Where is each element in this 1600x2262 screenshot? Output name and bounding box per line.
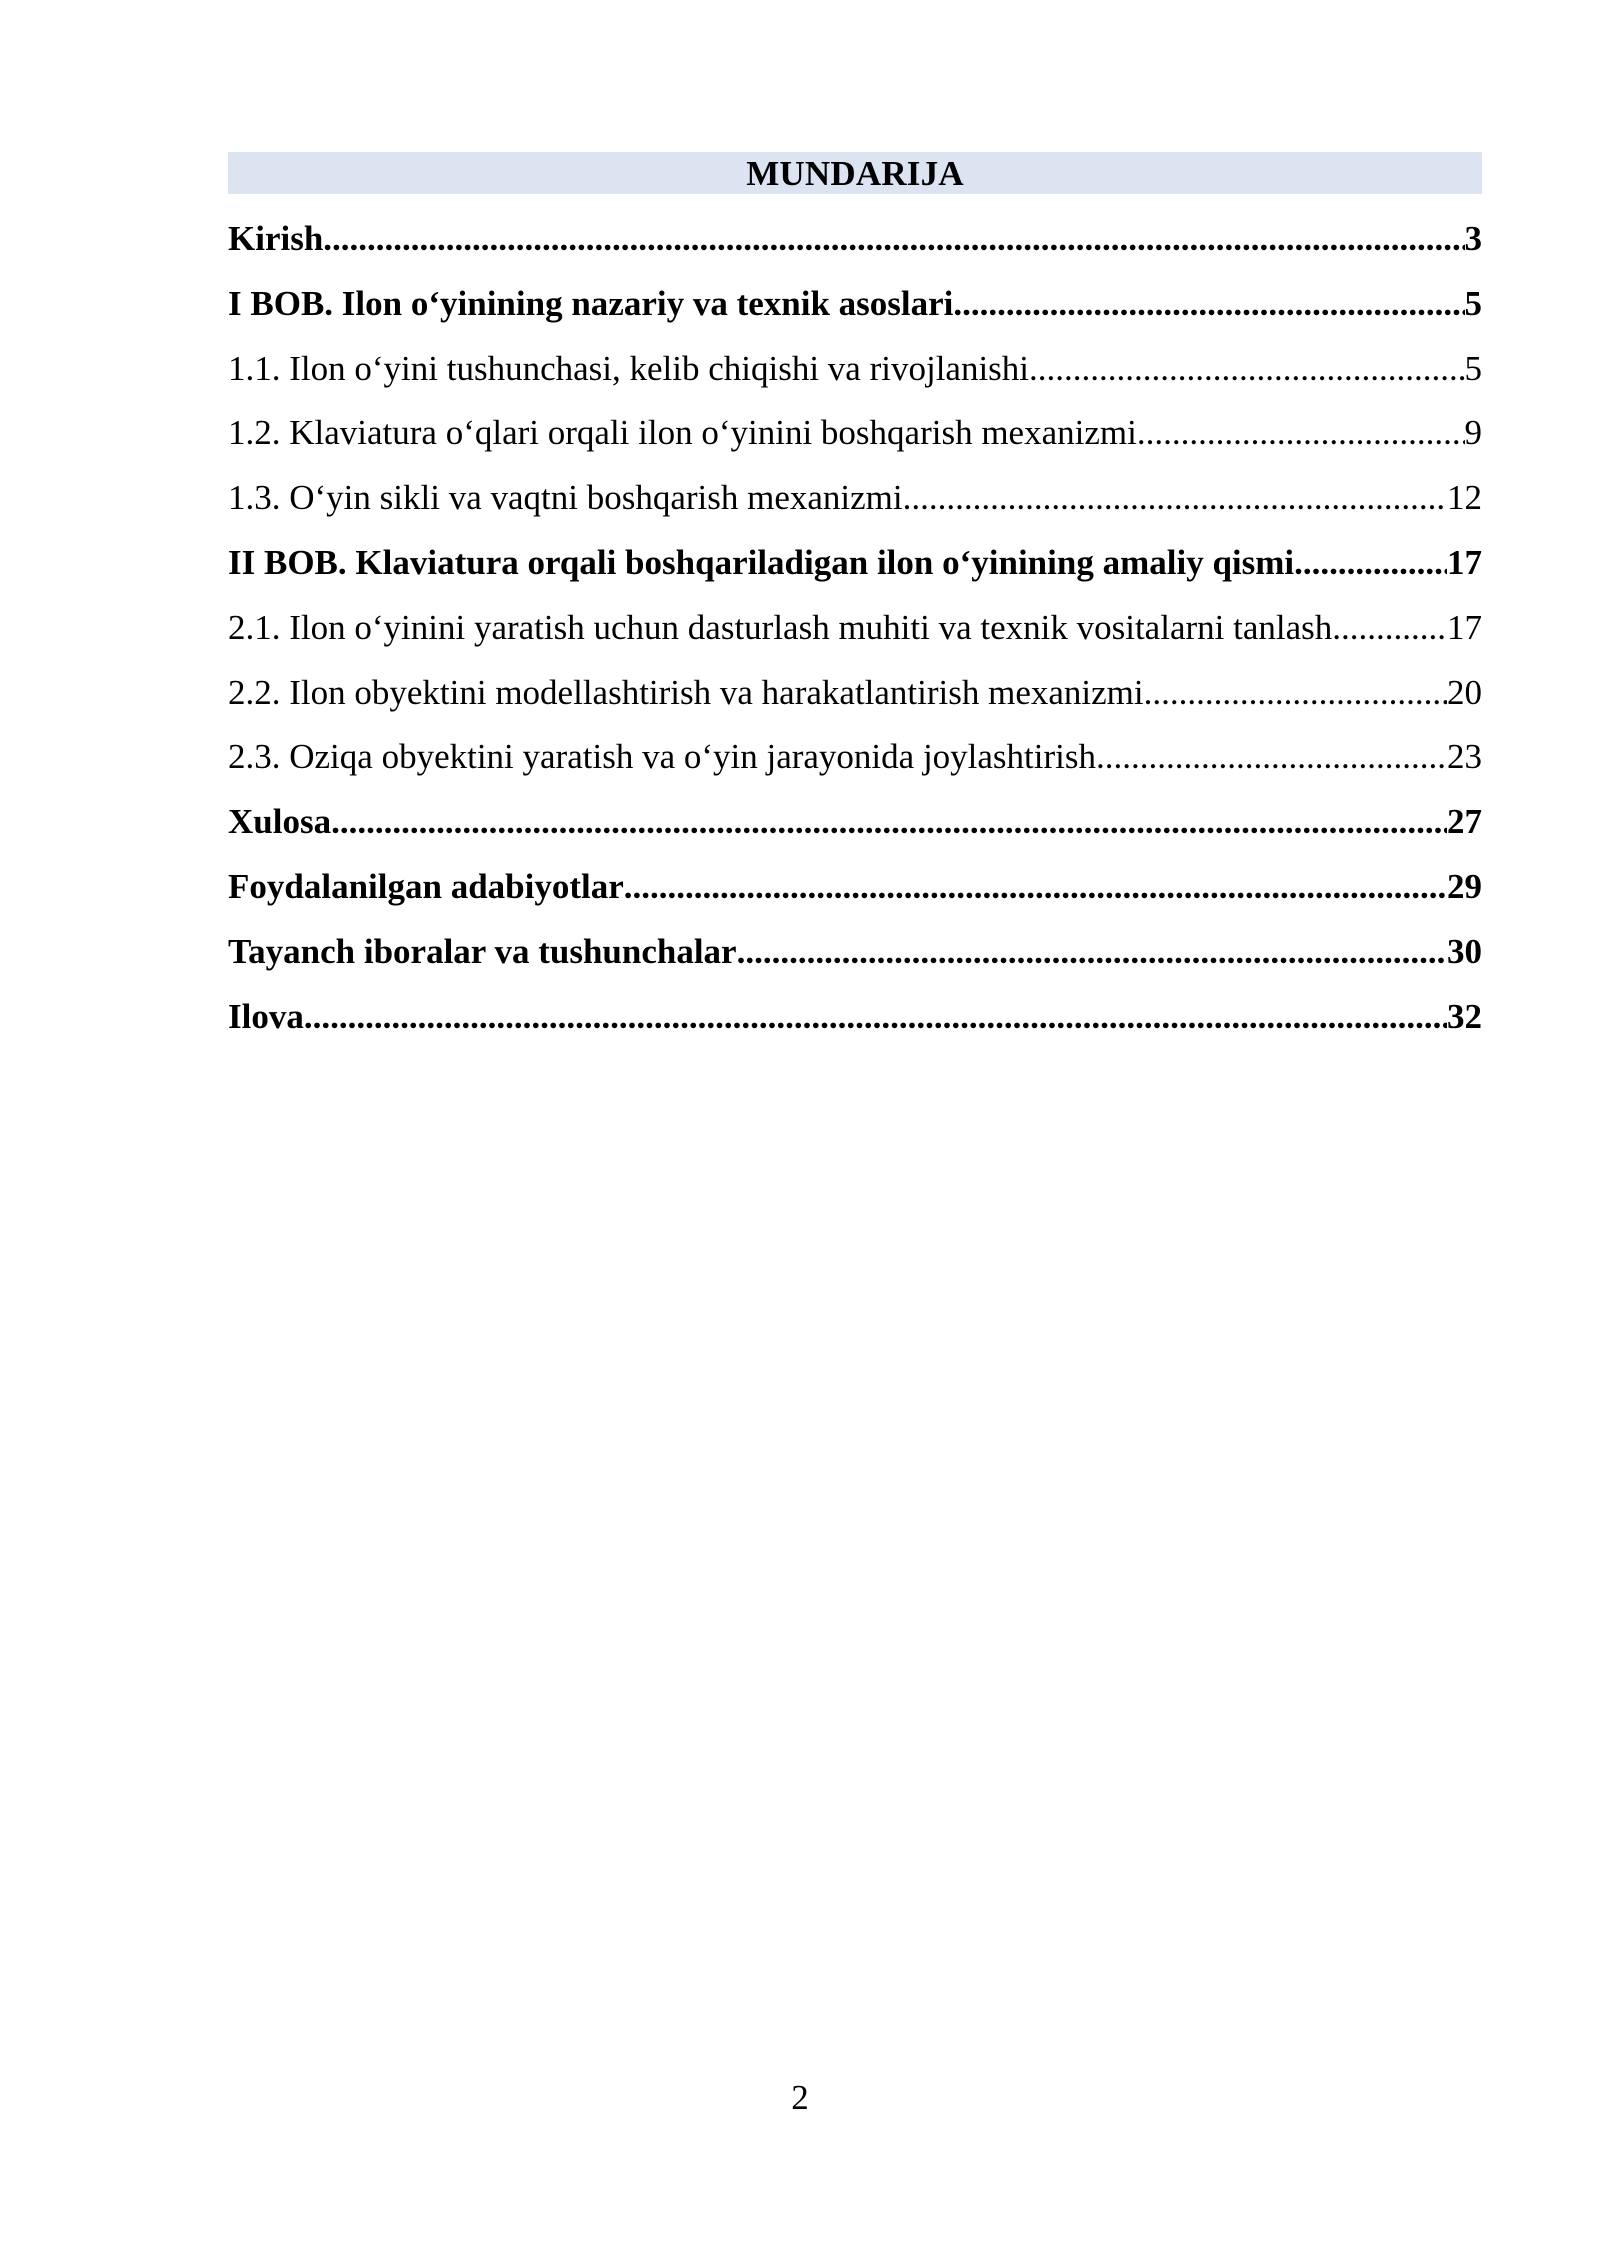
toc-entry-page: 3 (1464, 219, 1482, 258)
toc-dot-leader (903, 466, 1447, 531)
toc-entry-page: 5 (1464, 283, 1482, 323)
toc-entry-page: 12 (1447, 478, 1482, 518)
toc-entry-label: Foydalanilgan adabiyotlar (228, 866, 624, 906)
page-number: 2 (791, 2078, 809, 2117)
toc-entry-page: 32 (1447, 996, 1482, 1036)
toc-entry (228, 466, 1482, 531)
toc-entry-label: Xulosa (228, 802, 332, 842)
toc-entry-label: II BOB. Klaviatura orqali boshqariladigan ilon o‘yinining amaliy qismi (228, 542, 1295, 582)
toc-entry (228, 725, 1482, 790)
toc-entry-label: 2.3. Oziqa obyektini yaratish va o‘yin jarayonida joylashtirish (228, 737, 1096, 777)
toc-entry (228, 401, 1482, 466)
toc-entry-label: 1.2. Klaviatura o‘qlari orqali ilon o‘yinini boshqarish mexanizmi (228, 413, 1137, 453)
toc-entry-page: 9 (1464, 413, 1482, 453)
toc-dot-leader (1294, 531, 1447, 596)
toc-entry (228, 596, 1482, 661)
toc-entry (228, 985, 1482, 1050)
toc-entry-label: Ilova (228, 996, 304, 1036)
toc-dot-leader (304, 985, 1447, 1050)
toc-entry-label: Kirish (228, 219, 324, 258)
toc-dot-leader (624, 855, 1447, 920)
toc-entry (228, 661, 1482, 726)
toc-entry (228, 790, 1482, 855)
toc-dot-leader (737, 920, 1447, 985)
toc-entry (228, 855, 1482, 920)
toc-entry-label: 2.1. Ilon o‘yinini yaratish uchun dasturlash muhiti va texnik vositalarni tanlash (228, 607, 1333, 647)
toc-entry (228, 272, 1482, 337)
toc-entry-page: 20 (1447, 672, 1482, 712)
toc-dot-leader (1029, 337, 1464, 402)
toc-entry-page: 27 (1447, 802, 1482, 842)
toc-entry-page: 23 (1447, 737, 1482, 777)
toc-dot-leader (323, 207, 1464, 272)
toc-dot-leader (1144, 661, 1447, 726)
toc-dot-leader (331, 790, 1447, 855)
toc-entry-page: 5 (1464, 348, 1482, 388)
toc-entry-page: 30 (1447, 931, 1482, 971)
toc-entry-label: Tayanch iboralar va tushunchalar (228, 931, 737, 971)
toc-entry-page: 17 (1447, 607, 1482, 647)
toc-entry-label: 1.3. O‘yin sikli va vaqtni boshqarish mexanizmi (228, 478, 903, 518)
toc-entry-page: 29 (1447, 866, 1482, 906)
toc-dot-leader (1096, 725, 1447, 790)
toc-entry-page: 17 (1447, 542, 1482, 582)
toc-entry (228, 337, 1482, 402)
toc-title: MUNDARIJA (228, 152, 1482, 194)
toc-entry-label: 2.2. Ilon obyektini modellashtirish va harakatlantirish mexanizmi (228, 672, 1144, 712)
toc-dot-leader (1137, 401, 1465, 466)
toc-entry (228, 207, 1482, 272)
toc-entry-label: I BOB. Ilon o‘yinining nazariy va texnik asoslari (228, 283, 954, 323)
table-of-contents (228, 207, 1482, 1049)
toc-dot-leader (1332, 596, 1447, 661)
toc-entry-label: 1.1. Ilon o‘yini tushunchasi, kelib chiqishi va rivojlanishi (228, 348, 1030, 388)
toc-entry (228, 531, 1482, 596)
toc-entry (228, 920, 1482, 985)
toc-dot-leader (953, 272, 1464, 337)
